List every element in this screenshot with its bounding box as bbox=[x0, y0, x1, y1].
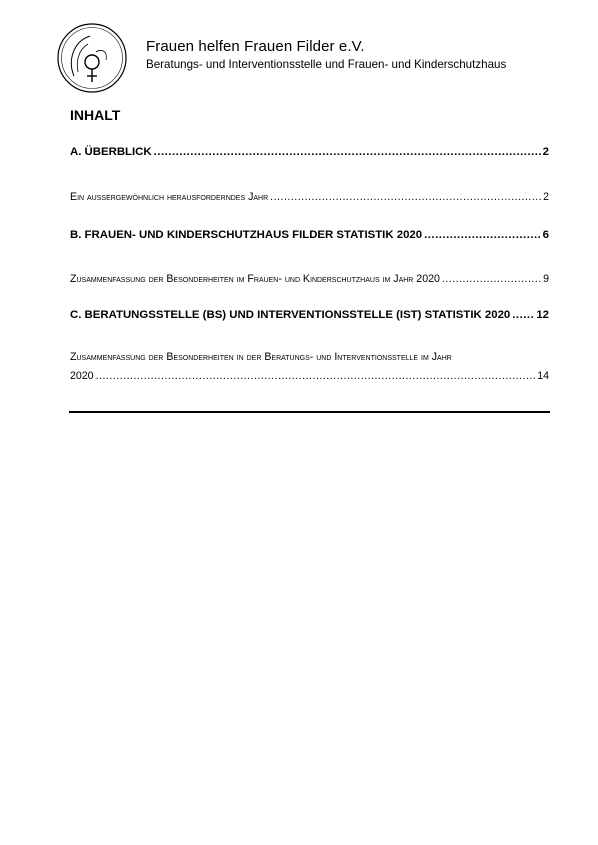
women-symbol-logo-icon bbox=[56, 22, 128, 94]
toc-page-number: 9 bbox=[543, 273, 549, 285]
toc-entry-text: B. FRAUEN- UND KINDERSCHUTZHAUS FILDER STATISTIK 2020 bbox=[70, 229, 423, 241]
organization-subtitle: Beratungs- und Interventionsstelle und Frauen- und Kinderschutzhaus bbox=[146, 58, 507, 71]
toc-entry-sub-3[interactable] bbox=[70, 346, 549, 382]
letterhead bbox=[0, 0, 598, 100]
toc-entry-b[interactable] bbox=[70, 229, 549, 241]
dot-leader bbox=[154, 146, 541, 158]
toc-page-number: 2 bbox=[543, 191, 549, 203]
dot-leader bbox=[424, 229, 541, 241]
toc-entry-text: A. ÜBERBLICK bbox=[70, 146, 152, 158]
toc-heading: INHALT bbox=[70, 107, 121, 123]
organization-name: Frauen helfen Frauen Filder e.V. bbox=[146, 38, 365, 55]
toc-entry-a[interactable] bbox=[70, 146, 549, 158]
dot-leader bbox=[96, 370, 536, 382]
dot-leader bbox=[512, 309, 534, 321]
toc-page-number: 14 bbox=[537, 370, 549, 382]
toc-entry-text: Zusammenfassung der Besonderheiten in der Beratungs- und Interventionsstelle im Jahr bbox=[70, 351, 452, 363]
dot-leader bbox=[442, 273, 541, 285]
toc-page-number: 2 bbox=[542, 146, 549, 158]
dot-leader bbox=[270, 191, 541, 203]
toc-entry-text: Zusammenfassung der Besonderheiten im Frauen- und Kinderschutzhaus im Jahr 2020 bbox=[70, 273, 440, 285]
toc-entry-sub-1[interactable] bbox=[70, 191, 549, 203]
toc-page-number: 6 bbox=[542, 229, 549, 241]
horizontal-rule bbox=[69, 411, 550, 413]
toc-entry-text: Ein außergewöhnlich herausforderndes Jahr bbox=[70, 191, 269, 203]
toc-page-number: 12 bbox=[536, 309, 549, 321]
toc-entry-text: C. BERATUNGSSTELLE (BS) UND INTERVENTIONSSTELLE (IST) STATISTIK 2020 bbox=[70, 309, 511, 321]
toc-entry-c[interactable] bbox=[70, 309, 549, 321]
toc-entry-sub-2[interactable] bbox=[70, 273, 549, 285]
toc-entry-text-continued: 2020 bbox=[70, 370, 94, 382]
